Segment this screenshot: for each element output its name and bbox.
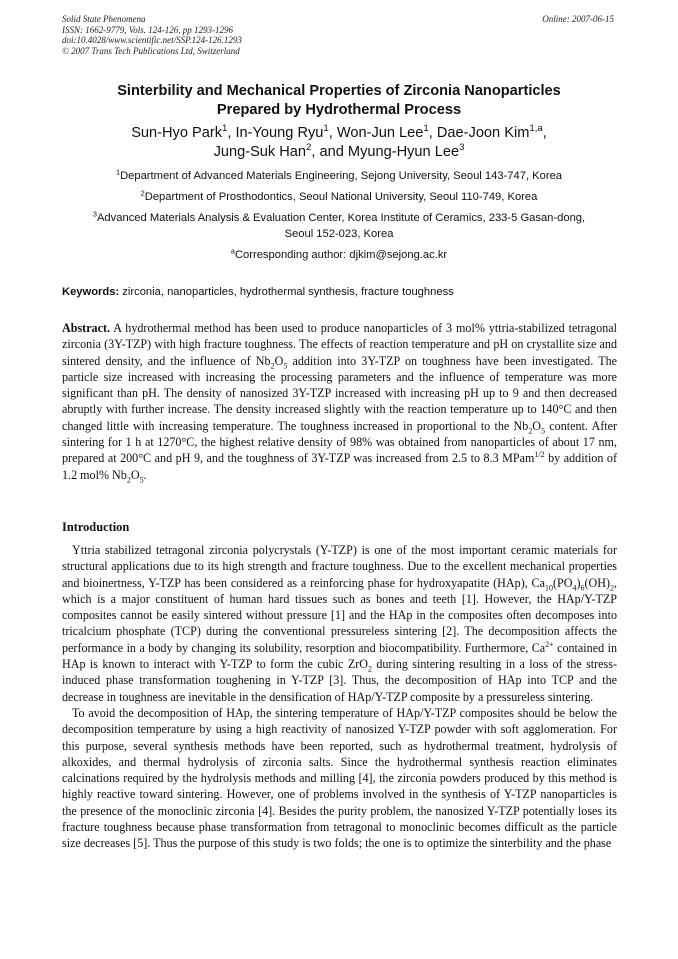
author-name: , In-Young Ryu <box>227 125 324 141</box>
subscript: 6 <box>580 583 585 592</box>
subscript: 5 <box>541 426 546 436</box>
author-name: Jung-Suk Han <box>213 144 307 160</box>
author-list <box>40 124 638 162</box>
corresponding-author <box>60 247 618 263</box>
author-affil-mark: 3 <box>459 142 465 154</box>
affiliation-1 <box>60 168 618 184</box>
affil-text: Advanced Materials Analysis & Evaluation Center, Korea Institute of Ceramics, 233-5 Gasan-dong, <box>96 212 586 224</box>
abstract-text: O <box>532 418 542 433</box>
journal-name: Solid State Phenomena <box>62 14 146 24</box>
author-name: Sun-Hyo Park <box>131 125 223 141</box>
doi-line: doi:10.4028/www.scientific.net/SSP.124-126.1293 <box>62 35 242 45</box>
abstract-text: A hydrothermal method has been used to produce nanoparticles of 3 mol% yttria-stabilized tetragonal zirconia (3Y-TZP) with high fracture toughness. The effects of reaction temperature and pH on crystallite size and sintered density, and the influence of Nb <box>62 321 617 368</box>
superscript: 1/2 <box>534 450 545 460</box>
affil-mark: a <box>230 246 235 256</box>
online-date-text: Online: 2007-06-15 <box>542 14 614 24</box>
author-affil-mark: 2 <box>306 142 312 154</box>
section-heading-introduction: Introduction <box>62 520 130 534</box>
author-affil-mark: 1,a <box>529 123 543 135</box>
keywords-text: zirconia, nanoparticles, hydrothermal synthesis, fracture toughness <box>119 286 454 298</box>
abstract-text: O <box>274 353 284 368</box>
affil-mark: 1 <box>115 167 121 177</box>
author-affil-mark: 1 <box>323 123 329 135</box>
paragraph-text: during sintering resulting in a loss of the stress-induced phase transformation toughening in Y-TZP [3]. Thus, the decomposition of HAp into TCP and the decrease in toughness are inevitable in the densification of HAp/Y-TZP composite by a pressureless sintering. <box>62 657 617 704</box>
affil-mark: 2 <box>140 188 145 198</box>
author-sep: , <box>542 125 547 141</box>
author-name: , Won-Jun Lee <box>328 125 424 141</box>
author-affil-mark: 1 <box>222 123 228 135</box>
title-line-2: Prepared by Hydrothermal Process <box>216 102 462 118</box>
abstract-text: . <box>143 467 147 482</box>
abstract-text: by addition of 1.2 mol% Nb <box>62 451 617 482</box>
abstract-text: addition into 3Y-TZP on toughness have been investigated. The particle size increased with increasing the processing parameters and the influence of temperature was more significant than pH. The density of nanosized 3Y-TZP increased with increasing pH up to 9 and then decreased abruptly with further increase. The density increased slightly with the reaction temperature up to 140°C and then changed little with increasing temperature. The toughness increased in proportional to the Nb <box>62 353 617 433</box>
subscript: 2 <box>528 426 533 436</box>
subscript: 2 <box>126 475 131 485</box>
author-affil-mark: 1 <box>423 123 429 135</box>
introduction-body <box>62 542 617 852</box>
abstract-text: content. After sintering for 1 h at 1270°C, the highest relative density of 98% was obtained from nanoparticles of about 17 nm, prepared at 200°C and pH 9, and the toughness of 3Y-TZP was increased from 2.5 to 8.3 MPam <box>62 418 618 466</box>
keywords-label: Keywords: <box>62 286 120 298</box>
issn-line: ISSN: 1662-9779, Vols. 124-126, pp 1293-1296 <box>62 24 233 35</box>
paragraph-text: (OH) <box>584 575 610 590</box>
affiliation-2 <box>60 189 618 205</box>
affil-text: Seoul 152-023, Korea <box>284 228 394 240</box>
subscript: 5 <box>283 361 288 370</box>
paragraph-text: ) <box>576 575 581 590</box>
intro-paragraph-2: To avoid the decomposition of HAp, the sintering temperature of HAp/Y-TZP composites should be below the decomposition temperature by using a high reactivity of nanosized Y-TZP powder with soft agglomeration. For this purpose, several synthesis methods have been reported, such as hydrothermal treatment, hydrolysis of alkoxides, and thermal hydrolysis of zirconia salts. Since the hydrothermal synthesis reaction eliminates calcinations required by the hydrolysis methods and milling [4], the zirconia powders produced by this method is highly reactive toward sintering. However, one of problems involved in the synthesis of Y-TZP nanoparticles is the presence of the monoclinic zirconia [4]. Besides the purity problem, the nanosized Y-TZP potentially loses its fracture toughness because phase transformation from tetragonal to monoclinic becomes difficult as the particle size decreases [5]. Thus the purpose of this study is two folds; the one is to optimize the sinterbility and the phase <box>62 705 617 851</box>
abstract <box>62 320 617 483</box>
abstract-label: Abstract. <box>62 321 111 335</box>
abstract-text: O <box>130 467 140 482</box>
subscript: 4 <box>572 583 577 592</box>
paragraph-text: Yttria stabilized tetragonal zirconia polycrystals (Y-TZP) is one of the most important ceramic materials for structural applications due to its high strength and fracture toughness. Due to the excellent mechanical properties and bioinertness, Y-TZP has been considered as a reinforcing phase for hydroxyapatite (HAp), Ca <box>62 543 617 590</box>
subscript: 2 <box>270 361 275 370</box>
subscript: 10 <box>544 583 553 592</box>
author-line-2 <box>40 143 638 162</box>
subscript: 5 <box>139 475 144 485</box>
paragraph-text: , which is a major constituent of human hard tissues such as bones and teeth [1]. However, the HAp/Y-TZP composites cannot be easily sintered without pressure [1] and the HAp in the composites often decomposes into tricalcium phosphate (TCP) during the conventional pressureless sintering [2]. The decomposition affects the performance in a body by changing its solubility, resorption and biocompatibility. Furthermore, Ca <box>62 575 617 655</box>
superscript: 2+ <box>545 639 554 649</box>
online-date <box>542 14 614 25</box>
affil-mark: 3 <box>92 209 97 219</box>
keywords <box>62 285 618 300</box>
author-line-1 <box>40 124 638 143</box>
subscript: 2 <box>367 664 372 674</box>
affil-text: Department of Prosthodontics, Seoul National University, Seoul 110-749, Korea <box>144 191 538 203</box>
copyright-line: © 2007 Trans Tech Publications Ltd, Switzerland <box>62 45 240 56</box>
affiliation-3 <box>60 210 618 242</box>
corresponding-email: Corresponding author: djkim@sejong.ac.kr <box>234 249 448 261</box>
paragraph-text: (PO <box>552 575 573 590</box>
affiliation-list <box>60 168 618 268</box>
journal-header <box>62 14 242 56</box>
intro-paragraph-1 <box>62 542 617 705</box>
subscript: 2 <box>609 583 614 592</box>
paragraph-text: contained in HAp is known to interact with Y-TZP to form the cubic ZrO <box>62 640 617 672</box>
author-name: , Dae-Joon Kim <box>428 125 530 141</box>
affil-text: Department of Advanced Materials Engineering, Sejong University, Seoul 143-747, Korea <box>120 170 563 182</box>
paper-title <box>40 82 638 120</box>
title-line-1: Sinterbility and Mechanical Properties of Zirconia Nanoparticles <box>117 83 561 99</box>
author-name: , and Myung-Hyun Lee <box>311 144 460 160</box>
